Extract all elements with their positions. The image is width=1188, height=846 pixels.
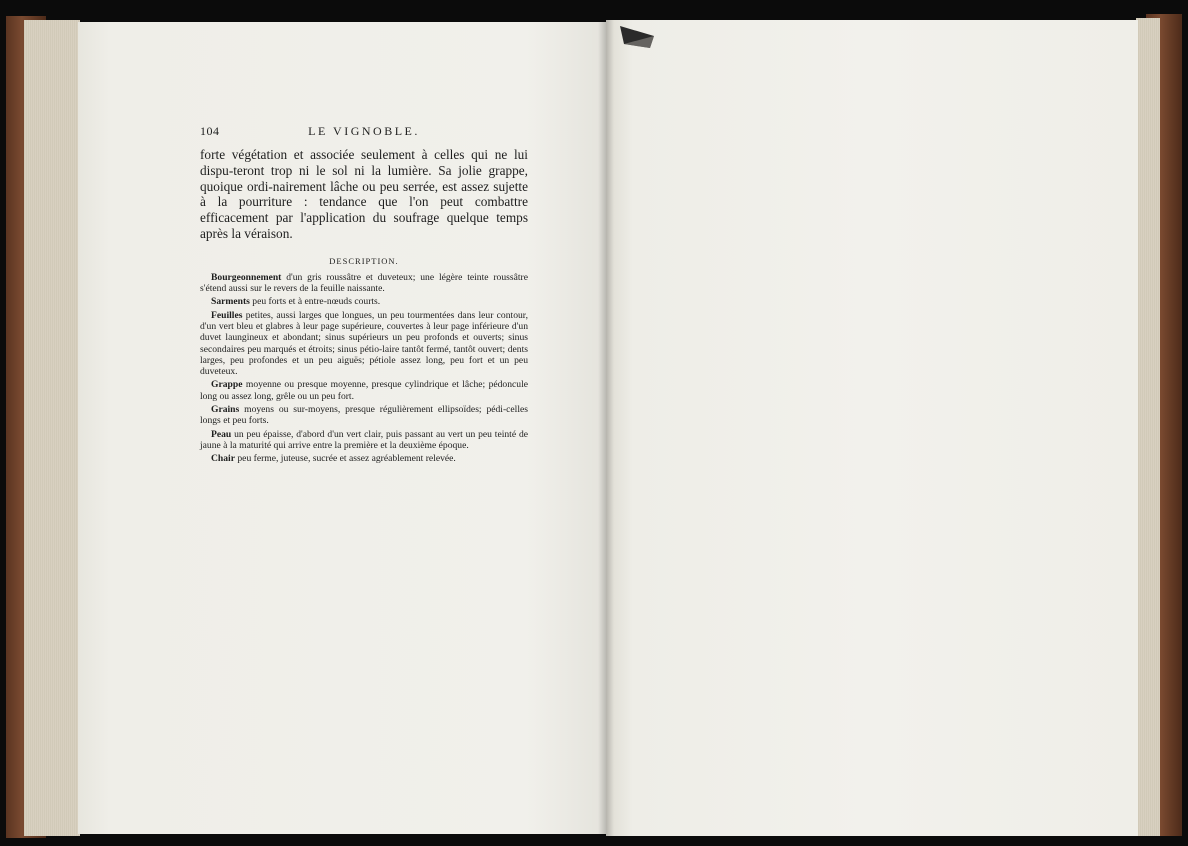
description-term: Chair bbox=[211, 453, 235, 465]
description-text: peu ferme, juteuse, sucrée et assez agréablement relevée. bbox=[234, 453, 456, 465]
description-item bbox=[200, 272, 528, 295]
description-term: Feuilles bbox=[211, 309, 243, 321]
description-item bbox=[200, 404, 528, 427]
description-item bbox=[200, 379, 528, 402]
section-title: DESCRIPTION. bbox=[329, 255, 399, 266]
page-header bbox=[200, 124, 528, 139]
folded-corner-icon bbox=[620, 26, 654, 48]
description-text: petites, aussi larges que longues, un peu tourmentées dans leur contour, d'un vert bleu et glabres à leur page supérieure, couvertes à leur page inférieure d'un duvet laungineux et abondant; sinus supérieurs un peu profonds et ouverts; sinus secondaires peu marqués et étroits; sinus pétio-laire tantôt fermé, tantôt ouvert; dents larges, peu profondes et un peu aiguës; pétiole assez long, peu fort et un peu duveteux. bbox=[200, 309, 528, 378]
page-edges-left bbox=[24, 20, 80, 836]
book-gutter bbox=[598, 20, 614, 836]
description-text: un peu épaisse, d'abord d'un vert clair, puis passant au vert un peu teinté de jaune à la maturité qui arrive entre la première et la deuxième époque. bbox=[200, 428, 528, 451]
page-content bbox=[200, 124, 528, 467]
right-page bbox=[606, 20, 1138, 836]
description-term: Grappe bbox=[211, 379, 243, 391]
description-list bbox=[200, 272, 528, 465]
description-item bbox=[200, 429, 528, 452]
running-head: LE VIGNOBLE. bbox=[308, 124, 420, 138]
page-number: 104 bbox=[200, 124, 220, 138]
description-term: Sarments bbox=[211, 296, 250, 308]
description-text: d'un gris roussâtre et duveteux; une légère teinte roussâtre s'étend aussi sur le revers de la feuille naissante. bbox=[200, 271, 528, 295]
description-text: moyenne ou presque moyenne, presque cylindrique et lâche; pédoncule long ou assez long, grêle ou un peu fort. bbox=[200, 379, 528, 402]
page-edges-right bbox=[1136, 18, 1160, 836]
description-term: Grains bbox=[211, 404, 240, 416]
description-text: moyens ou sur-moyens, presque régulièrement ellipsoïdes; pédi-celles longs et peu forts. bbox=[200, 404, 528, 427]
description-term: Bourgeonnement bbox=[211, 271, 282, 283]
body-paragraph: forte végétation et associée seulement à celles qui ne lui dispu-teront trop ni le sol ni la lumière. Sa jolie grappe, quoique ordi-nairement lâche ou peu serrée, est assez sujette à la pourriture : tendance que l'on peut combattre efficacement par l'application du soufrage quelque temps après la véraison. bbox=[200, 147, 528, 241]
description-text: peu forts et à entre-nœuds courts. bbox=[249, 296, 381, 308]
description-term: Peau bbox=[211, 428, 232, 440]
description-item bbox=[200, 453, 528, 464]
description-item bbox=[200, 310, 528, 378]
description-item bbox=[200, 296, 528, 307]
